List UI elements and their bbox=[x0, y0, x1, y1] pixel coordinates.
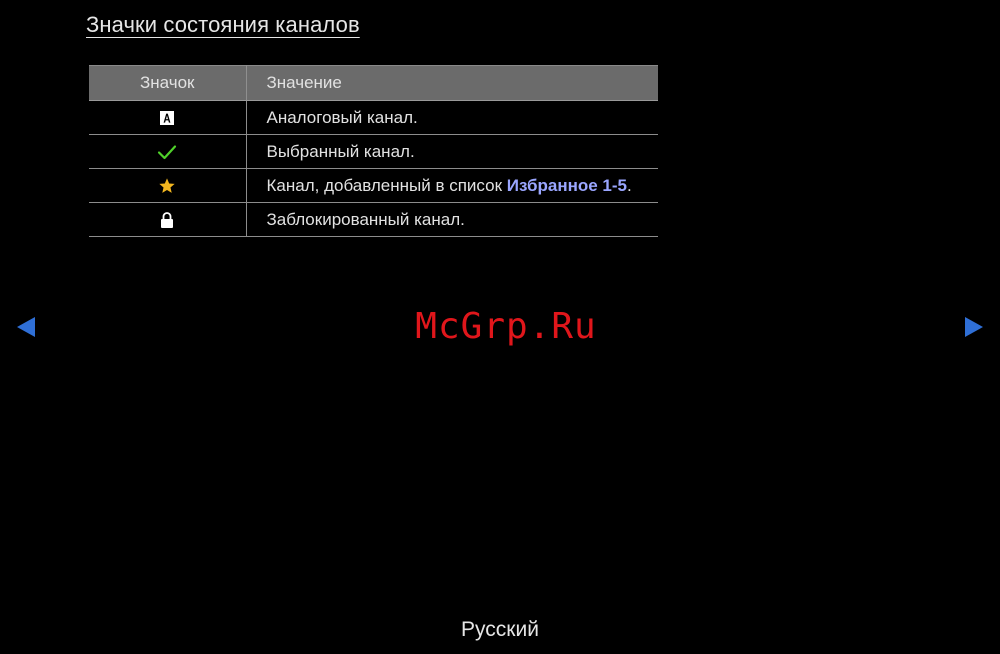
favorites-highlight: Избранное 1-5 bbox=[506, 175, 627, 195]
meaning-text: Заблокированный канал. bbox=[266, 209, 465, 229]
table-cell-icon bbox=[89, 135, 246, 169]
table-row bbox=[89, 169, 658, 203]
meaning-text: Аналоговый канал. bbox=[266, 107, 418, 127]
channel-status-icons-table bbox=[89, 65, 658, 237]
table-cell-icon bbox=[89, 169, 246, 203]
table-row bbox=[89, 203, 658, 237]
watermark-text: McGrp.Ru bbox=[415, 306, 597, 347]
language-label: Русский bbox=[461, 618, 539, 641]
table-cell-meaning bbox=[246, 135, 658, 169]
header-icon-column: Значок bbox=[89, 66, 246, 101]
table-header-row bbox=[89, 66, 658, 101]
checkmark-icon bbox=[157, 144, 177, 160]
table-cell-icon bbox=[89, 203, 246, 237]
meaning-text: Канал, добавленный в список bbox=[266, 175, 507, 195]
meaning-suffix: . bbox=[627, 175, 632, 195]
star-icon bbox=[158, 177, 176, 195]
lock-icon bbox=[160, 211, 174, 229]
table-cell-icon bbox=[89, 101, 246, 135]
page-title: Значки состояния каналов bbox=[86, 12, 360, 37]
table-row bbox=[89, 135, 658, 169]
table-cell-meaning bbox=[246, 169, 658, 203]
table-row bbox=[89, 101, 658, 135]
table-cell-meaning bbox=[246, 101, 658, 135]
meaning-text: Выбранный канал. bbox=[266, 141, 415, 161]
header-meaning-column: Значение bbox=[246, 66, 658, 101]
table-cell-meaning bbox=[246, 203, 658, 237]
analog-a-icon bbox=[159, 110, 175, 126]
